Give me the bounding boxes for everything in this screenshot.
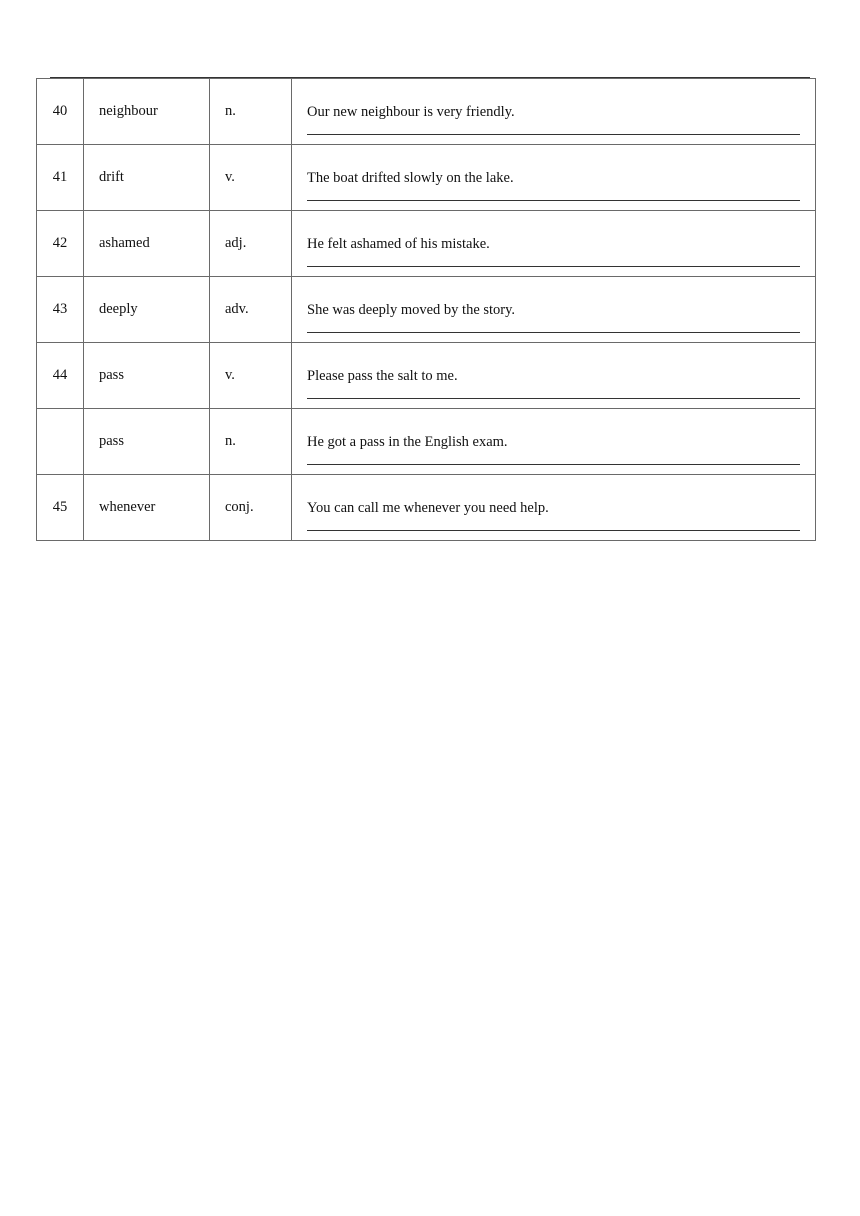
vocab-word: deeply	[84, 277, 210, 343]
example-cell	[292, 211, 816, 277]
part-of-speech: adj.	[210, 211, 292, 277]
row-number: 44	[37, 343, 84, 409]
example-cell	[292, 343, 816, 409]
answer-line	[307, 530, 800, 531]
part-of-speech: conj.	[210, 475, 292, 541]
table-row	[37, 211, 816, 277]
row-number: 43	[37, 277, 84, 343]
part-of-speech: n.	[210, 79, 292, 145]
example-sentence: The boat drifted slowly on the lake.	[307, 169, 514, 186]
example-sentence: Our new neighbour is very friendly.	[307, 103, 515, 120]
table-row	[37, 145, 816, 211]
table-row	[37, 277, 816, 343]
table-row	[37, 409, 816, 475]
example-cell	[292, 79, 816, 145]
vocab-word: ashamed	[84, 211, 210, 277]
example-sentence: She was deeply moved by the story.	[307, 301, 516, 318]
row-number: 41	[37, 145, 84, 211]
vocab-word: whenever	[84, 475, 210, 541]
example-cell	[292, 475, 816, 541]
table-row	[37, 79, 816, 145]
vocab-word: pass	[84, 343, 210, 409]
row-number	[37, 409, 84, 475]
part-of-speech: v.	[210, 145, 292, 211]
answer-line	[307, 332, 800, 333]
table-row	[37, 475, 816, 541]
example-cell	[292, 145, 816, 211]
answer-line	[307, 464, 800, 465]
vocab-word: drift	[84, 145, 210, 211]
table-row	[37, 343, 816, 409]
example-cell	[292, 277, 816, 343]
answer-line	[307, 134, 800, 135]
answer-line	[307, 200, 800, 201]
part-of-speech: n.	[210, 409, 292, 475]
example-sentence: He felt ashamed of his mistake.	[307, 235, 490, 252]
example-sentence: Please pass the salt to me.	[307, 367, 458, 384]
vocab-word: pass	[84, 409, 210, 475]
row-number: 45	[37, 475, 84, 541]
row-number: 40	[37, 79, 84, 145]
answer-line	[307, 398, 800, 399]
example-sentence: You can call me whenever you need help.	[307, 499, 549, 516]
part-of-speech: v.	[210, 343, 292, 409]
example-sentence: He got a pass in the English exam.	[307, 433, 508, 450]
row-number: 42	[37, 211, 84, 277]
example-cell	[292, 409, 816, 475]
vocabulary-table	[36, 78, 816, 541]
answer-line	[307, 266, 800, 267]
vocab-word: neighbour	[84, 79, 210, 145]
part-of-speech: adv.	[210, 277, 292, 343]
